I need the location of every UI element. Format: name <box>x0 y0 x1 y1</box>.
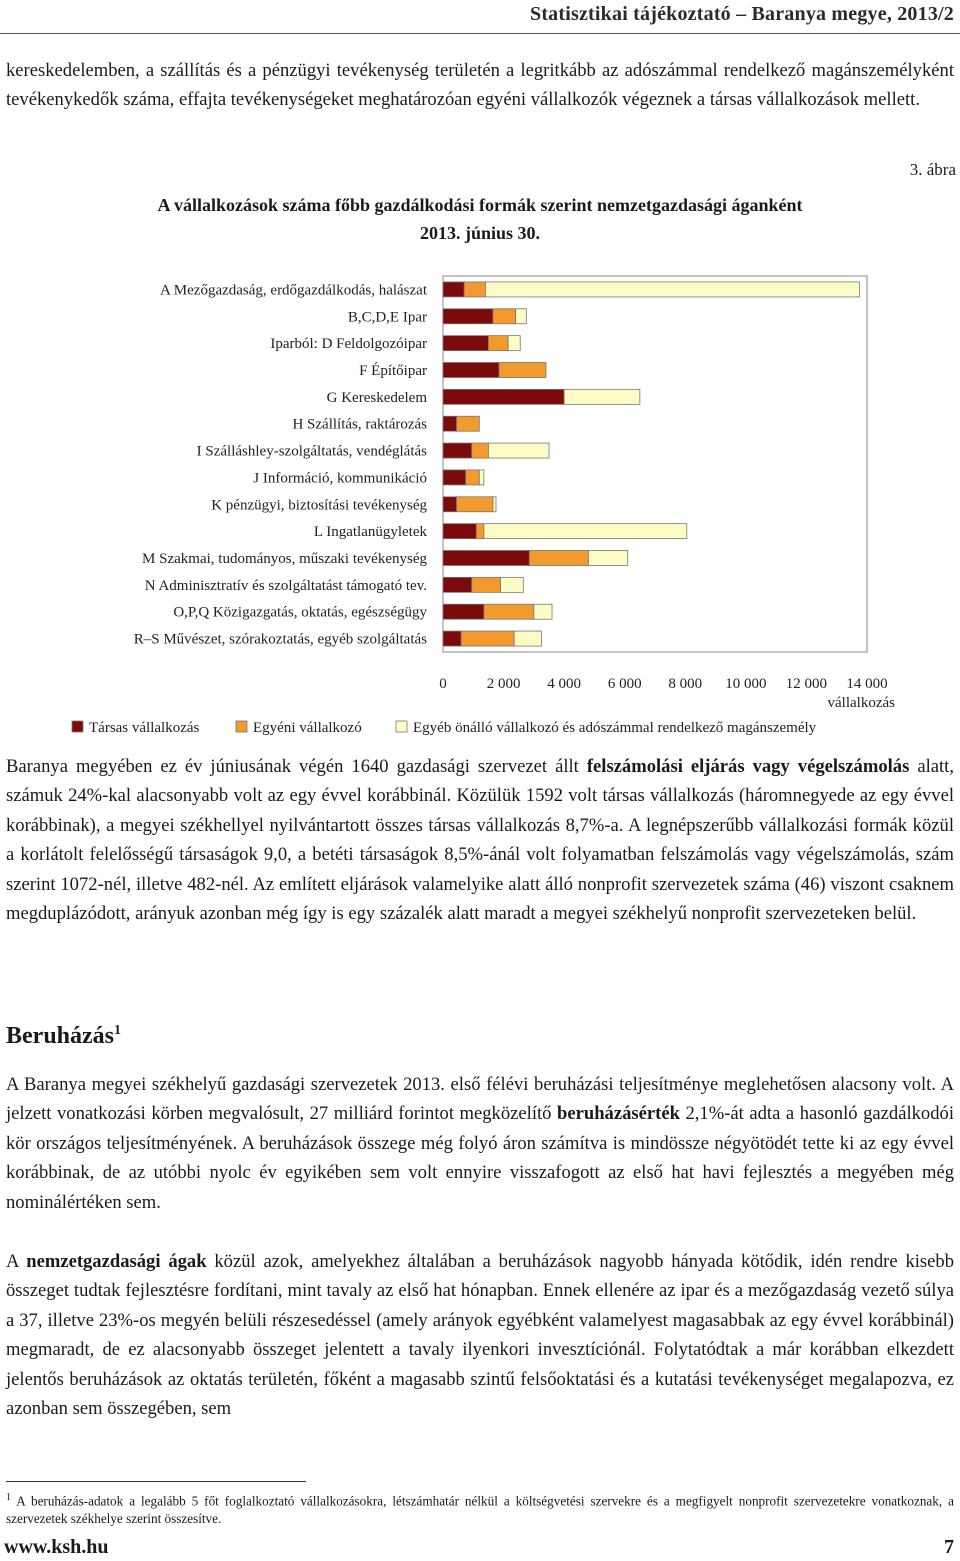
x-tick-label: 8 000 <box>668 676 703 692</box>
x-tick-label: 12 000 <box>785 676 828 692</box>
paragraph-investment <box>6 1070 954 1217</box>
paragraph-investment-text1: A Baranya megyei székhelyű gazdasági szervezetek 2013. első félévi beruházási teljesítménye meglehetősen alacsony volt. A jelzett vonatkozási körben megvalósult, 27 milliárd forintot megközelítő <box>6 1074 954 1125</box>
bar-segment <box>443 497 457 512</box>
x-axis-label: vállalkozás <box>827 695 895 711</box>
bar-segment <box>443 604 484 619</box>
category-label: I Szálláshley-szolgáltatás, vendéglátás <box>196 443 427 460</box>
bar-segment <box>472 577 501 592</box>
section-heading-investment <box>6 1023 121 1050</box>
bar-segment <box>464 282 485 297</box>
category-label: Iparból: D Feldolgozóipar <box>270 336 427 353</box>
bar-segment <box>443 309 493 324</box>
category-label: H Szállítás, raktározás <box>292 416 427 433</box>
bar-segment <box>508 336 520 351</box>
paragraph-liquidation <box>6 752 954 928</box>
bar-segment <box>457 416 480 431</box>
bar-segment <box>529 551 588 566</box>
paragraph-liquidation-text2: alatt, számuk 24%-kal alacsonyabb volt az egy évvel korábbinál. Közülük 1592 volt társas vállalkozás (háromnegyede az egy évvel korábbinak), a megyei székhellyel nyilvántartott összes társas vállalkozás 8,7%-a. A legnépszerűbb vállalkozási formák közül a korlátolt felelősségű társaságok 9,0, a betéti társaságok 8,5%-ánál volt folyamatban felszámolás vagy végelszámolás, szám szerint 1072-nél, illetve 482-nél. Az említett eljárások valamelyike alatt álló nonprofit szervezetek száma (46) viszont csaknem megduplázódott, arányuk azonban még így is egy százalék alatt maradt a megyei székhelyű nonprofit szervezeteken belül. <box>6 756 954 925</box>
figure-number: 3. ábra <box>909 160 956 179</box>
page-number: 7 <box>944 1536 954 1558</box>
category-label: O,P,Q Közigazgatás, oktatás, egészségügy <box>173 604 427 621</box>
category-label: N Adminisztratív és szolgáltatást támogató tev. <box>144 577 427 594</box>
bar-segment <box>443 336 488 351</box>
x-tick-label: 10 000 <box>725 676 767 692</box>
bar-segment <box>443 389 564 404</box>
header-rule <box>0 33 960 34</box>
header-title: Statisztikai tájékoztató – Baranya megye, 2013/2 <box>530 3 954 25</box>
x-tick-label: 0 <box>439 676 447 692</box>
bar-segment <box>564 389 640 404</box>
x-tick-label: 6 000 <box>607 676 642 692</box>
bar-segment <box>501 577 524 592</box>
section-heading-text: Beruházás <box>6 1023 114 1049</box>
legend-swatch <box>72 721 83 732</box>
bar-segment <box>514 631 541 646</box>
bar-segment <box>485 282 859 297</box>
bar-segment <box>443 443 472 458</box>
legend-swatch <box>236 721 247 732</box>
bar-segment <box>516 309 527 324</box>
bar-segment <box>443 631 461 646</box>
bar-segment <box>443 551 529 566</box>
category-label: B,C,D,E Ipar <box>347 309 427 326</box>
paragraph-liquidation-text1: Baranya megyében ez év júniusának végén 1640 gazdasági szervezet állt <box>6 756 587 777</box>
footnote-mark: 1 <box>6 1492 11 1503</box>
legend-label: Egyéni vállalkozó <box>253 720 362 736</box>
paragraph-sectors-bold: nemzetgazdasági ágak <box>26 1251 207 1272</box>
bar-segment <box>443 282 464 297</box>
category-label: G Kereskedelem <box>326 389 427 406</box>
x-tick-label: 14 000 <box>846 676 888 692</box>
bar-segment <box>499 363 546 378</box>
bar-segment <box>461 631 514 646</box>
category-label: F Építőipar <box>359 363 427 379</box>
x-tick-label: 2 000 <box>486 676 521 692</box>
stacked-bar-chart <box>0 266 960 746</box>
bar-segment <box>488 336 508 351</box>
paragraph-sectors <box>6 1247 954 1423</box>
bar-segment <box>443 577 472 592</box>
x-tick-label: 4 000 <box>547 676 582 692</box>
bar-segment <box>476 524 484 539</box>
bar-segment <box>443 416 457 431</box>
section-footnote-ref: 1 <box>114 1023 121 1038</box>
paragraph-investment-text2: 2,1%-át adta a hasonló gazdálkodói kör országos teljesítményének. A beruházások összege még folyó áron számítva is mindössze négyötödét tette ki az egy évvel korábbinak, de az utóbbi nyolc év egyikében sem volt ennyire visszafogott az első hat havi fejlesztés a megyében még nominálértéken sem. <box>6 1103 954 1213</box>
category-label: K pénzügyi, biztosítási tevékenység <box>211 497 427 514</box>
paragraph-investment-bold: beruházásérték <box>557 1103 680 1125</box>
bar-segment <box>466 470 480 485</box>
intro-paragraph: kereskedelemben, a szállítás és a pénzügyi tevékenység területén a legritkább az adószámmal rendelkező magánszemélyként tevékenykedők száma, effajta tevékenységeket meghatározóan egyéni vállalkozók végeznek a társas vállalkozások mellett. <box>6 60 954 111</box>
page-header <box>0 0 960 34</box>
bar-segment <box>493 497 496 512</box>
category-label: R–S Művészet, szórakoztatás, egyéb szolgáltatás <box>133 631 427 648</box>
category-label: A Mezőgazdaság, erdőgazdálkodás, halászat <box>160 282 427 299</box>
bar-segment <box>472 443 489 458</box>
bar-segment <box>493 309 516 324</box>
legend-swatch <box>396 721 407 732</box>
bar-segment <box>457 497 493 512</box>
paragraph-sectors-text2: közül azok, amelyekhez általában a beruházások nagyobb hányada kötődik, idén rendre kisebb összeget tudtak fejlesztésre fordítani, mint tavaly az első hat hónapban. Ennek ellenére az ipar és a mezőgazdaság vezető súlya a 37, illetve 23%-os megyén belüli részesedéssel (amely arányok egyébként valamelyest magasabbak az egy évvel korábbinál) megmaradt, de ez alacsonyabb összeget jelentett a tavaly ilyenkori invesztíciónál. Folytatódtak a már korábban elkezdett jelentős beruházások az oktatás területén, főként a magasabb szintű felsőoktatási és a kutatási tevékenységet megalapozva, ez azonban sem összegében, sem <box>6 1251 954 1420</box>
bar-segment <box>534 604 552 619</box>
paragraph-liquidation-bold: felszámolási eljárás vagy végelszámolás <box>586 756 910 777</box>
bar-segment <box>443 363 499 378</box>
category-label: M Szakmai, tudományos, műszaki tevékenység <box>142 551 427 567</box>
bar-segment <box>443 470 466 485</box>
footnote-text: A beruházás-adatok a legalább 5 főt foglalkoztató vállalkozásokra, létszámhatár nélkül a költségvetési szervekre és a megfigyelt nonprofit szervezetekre vonatkoznak, a szervezetek székhelye szerint összesítve. <box>6 1493 954 1527</box>
footnote <box>6 1489 954 1528</box>
footer-url-link[interactable]: www.ksh.hu <box>4 1536 109 1558</box>
bar-segment <box>488 443 549 458</box>
bar-segment <box>484 604 534 619</box>
plot-frame <box>443 276 867 652</box>
bar-segment <box>443 524 476 539</box>
bar-segment <box>484 524 687 539</box>
legend-label: Társas vállalkozás <box>89 720 200 736</box>
footnote-rule <box>6 1481 306 1482</box>
paragraph-sectors-text1: A <box>6 1251 27 1272</box>
legend-label: Egyéb önálló vállalkozó és adószámmal rendelkező magánszemély <box>413 720 817 736</box>
category-label: L Ingatlanügyletek <box>313 524 427 541</box>
bar-segment <box>588 551 627 566</box>
figure-title-line2: 2013. június 30. <box>419 223 541 243</box>
figure-title-line1: A vállalkozások száma főbb gazdálkodási formák szerint nemzetgazdasági áganként <box>157 195 803 215</box>
bar-segment <box>479 470 484 485</box>
category-label: J Információ, kommunikáció <box>253 470 427 487</box>
